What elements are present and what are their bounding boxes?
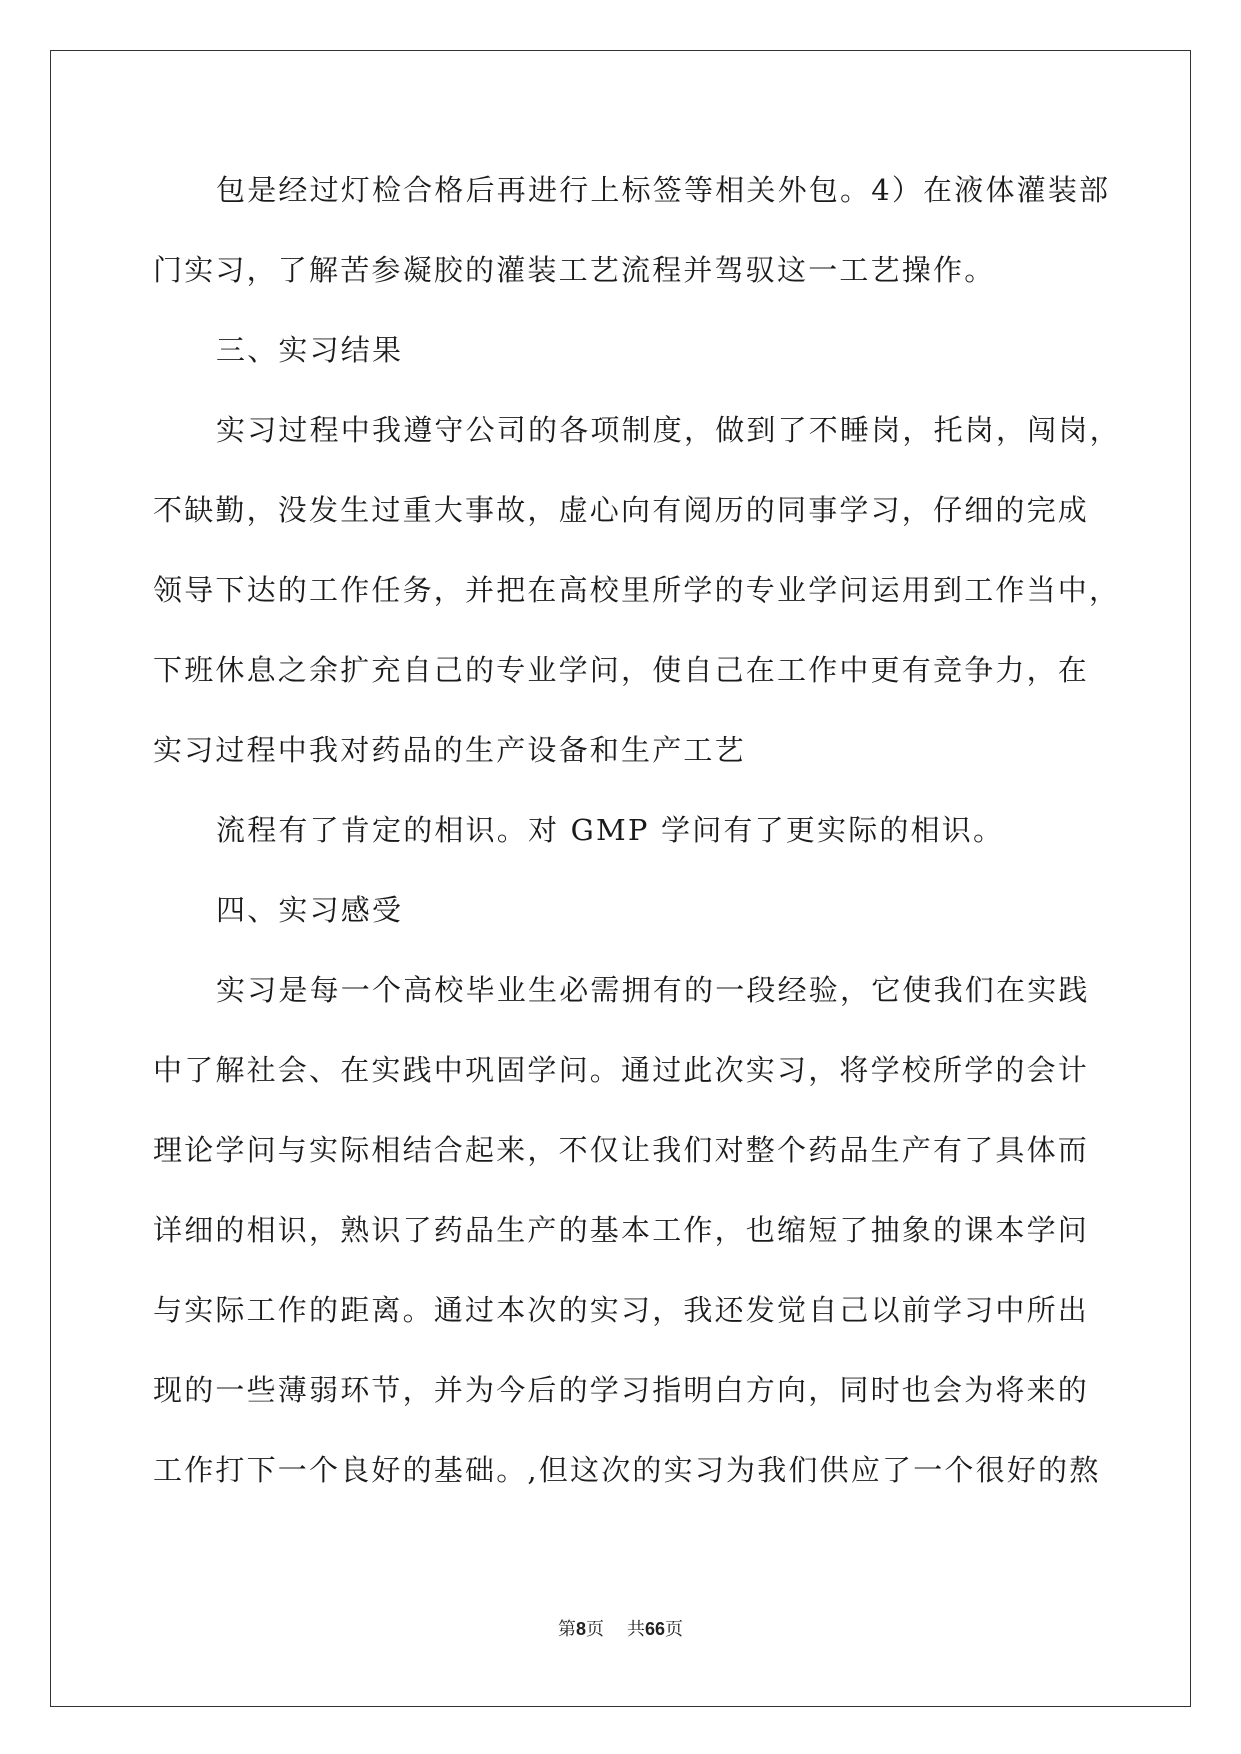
section-heading-feelings: 四、实习感受 <box>216 893 404 927</box>
footer-total-suffix: 页 <box>664 1619 683 1640</box>
paragraph-line: 实习过程中我遵守公司的各项制度，做到了不睡岗，托岗，闯岗， <box>216 413 1121 447</box>
total-pages: 66 <box>644 1619 665 1639</box>
paragraph-line: 不缺勤，没发生过重大事故，虚心向有阅历的同事学习，仔细的完成 <box>153 493 1090 527</box>
paragraph-line: 理论学问与实际相结合起来，不仅让我们对整个药品生产有了具体而 <box>153 1133 1090 1167</box>
paragraph-line: 与实际工作的距离。通过本次的实习，我还发觉自己以前学习中所出 <box>153 1293 1090 1327</box>
footer-prefix: 第 <box>558 1619 577 1640</box>
paragraph-line: 门实习，了解苦参凝胶的灌装工艺流程并驾驭这一工艺操作。 <box>153 253 996 287</box>
paragraph-line: 现的一些薄弱环节，并为今后的学习指明白方向，同时也会为将来的 <box>153 1373 1090 1407</box>
paragraph-line: 实习过程中我对药品的生产设备和生产工艺 <box>153 733 746 767</box>
paragraph-line: 流程有了肯定的相识。对 GMP 学问有了更实际的相识。 <box>216 813 1005 847</box>
paragraph-line: 下班休息之余扩充自己的专业学问，使自己在工作中更有竞争力，在 <box>153 653 1090 687</box>
section-heading-results: 三、实习结果 <box>216 333 404 367</box>
paragraph-line: 领导下达的工作任务，并把在高校里所学的专业学问运用到工作当中， <box>153 573 1121 607</box>
footer-total-prefix: 共 <box>626 1619 645 1640</box>
paragraph-line: 工作打下一个良好的基础。,但这次的实习为我们供应了一个很好的熬 <box>153 1453 1101 1487</box>
paragraph-line: 包是经过灯检合格后再进行上标签等相关外包。4）在液体灌装部 <box>216 173 1111 207</box>
page-number: 8 <box>576 1619 587 1639</box>
paragraph-line: 实习是每一个高校毕业生必需拥有的一段经验，它使我们在实践 <box>216 973 1090 1007</box>
document-body <box>153 170 1121 1530</box>
paragraph-line: 中了解社会、在实践中巩固学问。通过此次实习，将学校所学的会计 <box>153 1053 1090 1087</box>
paragraph-line: 详细的相识，熟识了药品生产的基本工作，也缩短了抽象的课本学问 <box>153 1213 1090 1247</box>
footer-page-suffix: 页 <box>586 1619 605 1640</box>
page-footer <box>0 1615 1241 1641</box>
